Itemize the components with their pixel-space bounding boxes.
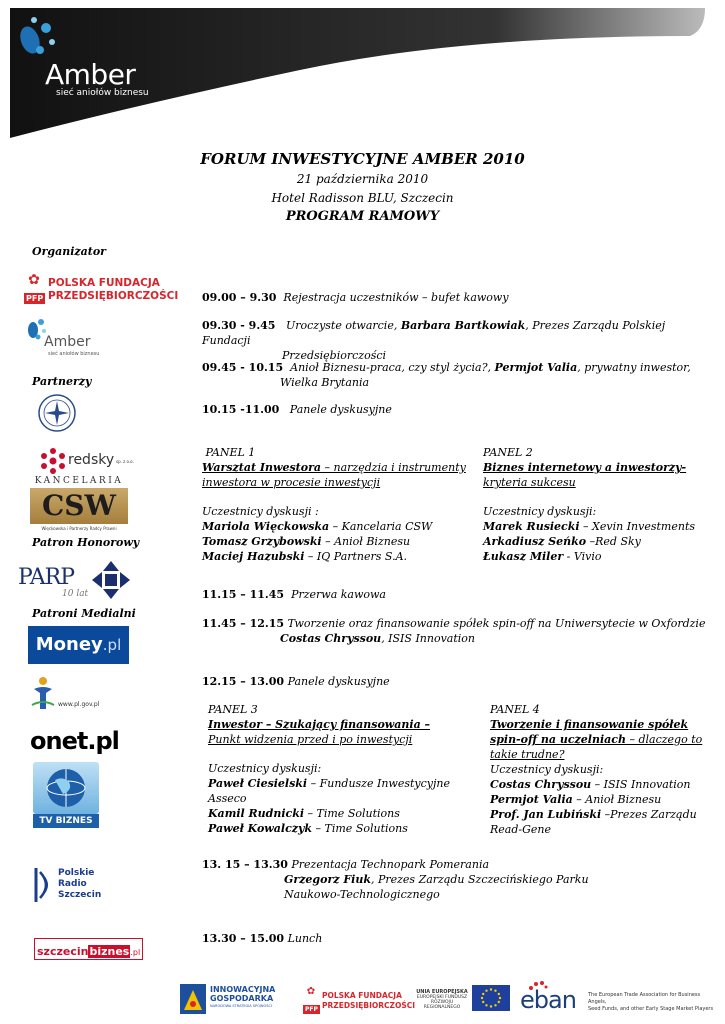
participant-name: Tomasz Grzybowski	[202, 535, 322, 548]
participant-name: Arkadiusz Seńko	[483, 535, 587, 548]
pfp-footer-logo	[303, 987, 415, 1015]
biznes-part: biznes	[89, 945, 130, 958]
label-partnerzy: Partnerzy	[32, 375, 92, 388]
label-organizator: Organizator	[32, 245, 106, 258]
participant-role: –Prezes Zarządu	[601, 808, 697, 821]
speaker-name: Permjot Valia	[494, 361, 578, 374]
maple-leaf-icon: ✿	[306, 986, 316, 997]
participant-name: Marek Rusiecki	[483, 520, 580, 533]
session-time: 12.15 – 13.00	[202, 675, 285, 688]
parp-sub: 10 lat	[62, 589, 89, 599]
page-title: FORUM INWESTYCYJNE AMBER 2010	[200, 150, 525, 168]
maple-leaf-icon: ✿	[28, 272, 40, 288]
pfp-logo	[24, 274, 178, 305]
participant-role: – Anioł Biznesu	[321, 535, 411, 548]
plgov-url: www.pl.gov.pl	[58, 701, 100, 708]
ig-line2: GOSPODARKA	[210, 994, 274, 1003]
session-time: 09.45 - 10.15	[202, 361, 284, 374]
session-text: Rejestracja uczestników – bufet kawowy	[283, 291, 509, 304]
partner-seal-logo	[37, 393, 77, 437]
panel-label: PANEL 3	[208, 703, 258, 716]
session-time: 09.00 – 9.30	[202, 291, 277, 304]
session-panels-2	[202, 674, 390, 689]
redsky-suffix: sp. z o.o.	[116, 459, 134, 464]
tvbiznes-logo	[33, 762, 99, 828]
panel-title-rest: – narzędzia i instrumenty	[321, 461, 466, 474]
panel-4	[490, 702, 715, 837]
onet-logo	[30, 727, 119, 755]
session-opening	[202, 318, 702, 363]
participants-label: Uczestnicy dyskusji:	[208, 762, 322, 775]
eban-name: eban	[520, 986, 576, 1014]
szczecinbiznes-logo	[34, 938, 143, 960]
speaker-name: Grzegorz Fiuk	[284, 873, 371, 886]
pfp-line1: POLSKA FUNDACJA	[322, 991, 402, 1000]
pfp-badge: PFP	[26, 294, 44, 303]
eban-desc1: The European Trade Association for Business Angels,	[588, 992, 701, 1005]
speaker-role: , prywatny inwestor,	[577, 361, 691, 374]
money-suffix: .pl	[102, 636, 122, 654]
amber-small-name: Amber	[44, 334, 91, 350]
session-technopark	[202, 857, 712, 902]
session-text: Przerwa kawowa	[291, 588, 386, 601]
speaker-name: Costas Chryssou	[280, 632, 382, 645]
radio-szczecin-logo	[32, 866, 102, 906]
radio-line1: Polskie	[58, 868, 95, 878]
pfp-line2: PRZEDSIĘBIORCZOŚCI	[322, 1001, 416, 1010]
redsky-logo	[38, 446, 138, 476]
csw-box	[30, 488, 128, 524]
label-patron-honorowy: Patron Honorowy	[32, 536, 140, 549]
participant-role: – Time Solutions	[304, 807, 400, 820]
session-panels-1	[202, 402, 392, 417]
pl-part: .pl	[130, 948, 141, 957]
participant-name: Kamil Rudnicki	[208, 807, 305, 820]
ue-line2: EUROPEJSKI FUNDUSZ	[416, 995, 468, 1000]
panel-title: Biznes internetowy a inwestorzy-	[483, 461, 687, 474]
session-spinoff	[202, 616, 712, 646]
session-time: 09.30 - 9.45	[202, 319, 276, 332]
parp-name: PARP	[18, 565, 75, 590]
participant-name: Mariola Więckowska	[202, 520, 330, 533]
eu-flag	[472, 985, 510, 1015]
panel-title-line2: kryteria sukcesu	[483, 476, 576, 489]
panel-label: PANEL 4	[490, 703, 540, 716]
amber-small-sub: sieć aniołów biznesu	[48, 351, 100, 357]
participant-name: Łukasz Miler	[483, 550, 564, 563]
redsky-name: redsky	[68, 452, 115, 468]
participant-name: Paweł Kowalczyk	[208, 822, 313, 835]
panel-title-line2: spin-off na uczelniach	[490, 733, 626, 746]
tvbiznes-globe-box	[33, 762, 99, 814]
panel-label: PANEL 1	[205, 446, 256, 459]
szczecin-part: szczecin	[37, 945, 89, 958]
globe-icon	[33, 762, 99, 814]
kancelaria-csw-logo	[30, 476, 128, 531]
parp-logo	[18, 561, 132, 601]
brand-name: Amber	[45, 58, 136, 91]
csw-name: CSW	[42, 489, 116, 522]
parp-arrows-icon	[92, 561, 130, 599]
panel-title: Warsztat Inwestora	[202, 461, 322, 474]
radio-line2: Radio	[58, 879, 87, 889]
panel-title-line2: inwestora w procesie inwestycji	[202, 476, 381, 489]
plgov-figure-icon	[30, 675, 56, 711]
seal-emblem-icon	[37, 393, 77, 433]
session-registration	[202, 290, 509, 305]
panel-title: Tworzenie i finansowanie spółek	[490, 718, 689, 731]
pfp-line2: PRZEDSIĘBIORCZOŚCI	[48, 289, 179, 302]
brand-tagline: sieć aniołów biznesu	[56, 88, 149, 98]
participants-label: Uczestnicy dyskusji :	[202, 505, 319, 518]
participant-name: Prof. Jan Lubiński	[490, 808, 602, 821]
ue-line3: ROZWOJU REGIONALNEGO	[423, 1000, 461, 1010]
participants-label: Uczestnicy dyskusji:	[483, 505, 597, 518]
session-text: Lunch	[287, 932, 323, 945]
panel-title-line2: Punkt widzenia przed i po inwestycji	[208, 733, 413, 746]
ue-text	[412, 989, 472, 1010]
panel-title-line3: takie trudne?	[490, 748, 565, 761]
participant-role: – ISIS Innovation	[591, 778, 691, 791]
ig-line3: NARODOWA STRATEGIA SPÓJNOŚCI	[210, 1004, 272, 1008]
panel-title: Inwestor – Szukający finansowania –	[208, 718, 431, 731]
eu-flag-icon	[472, 985, 510, 1011]
redsky-dots-icon	[38, 446, 68, 476]
speaker-role-cont: Wielka Brytania	[280, 376, 370, 389]
money-name: Money	[35, 634, 103, 655]
program-heading: PROGRAM RAMOWY	[285, 209, 440, 224]
participants-label: Uczestnicy dyskusji:	[490, 763, 604, 776]
eban-logo	[520, 980, 720, 1016]
session-angel	[202, 360, 702, 390]
speaker-name: Barbara Bartkowiak	[400, 319, 526, 332]
panel-title-rest: – dlaczego to	[625, 733, 703, 746]
speaker-role: , ISIS Innovation	[381, 632, 475, 645]
label-patroni-medialni: Patroni Medialni	[32, 607, 136, 620]
participant-role-cont: Read-Gene	[490, 823, 551, 836]
participant-role: - Vivio	[563, 550, 602, 563]
session-time: 13.30 – 15.00	[202, 932, 285, 945]
session-text: Panele dyskusyjne	[287, 675, 390, 688]
amber-small-logo	[24, 312, 104, 358]
ig-emblem-icon	[180, 984, 206, 1014]
event-date: 21 października 2010	[296, 172, 429, 186]
eban-desc2: Seed Funds, and other Early Stage Market Players	[588, 1006, 714, 1012]
event-venue: Hotel Radisson BLU, Szczecin	[271, 191, 454, 205]
pfp-line1: POLSKA FUNDACJA	[48, 276, 160, 289]
participant-role: – Xevin Investments	[579, 520, 696, 533]
money-pl-logo	[28, 626, 129, 664]
participant-name: Permjot Valia	[490, 793, 573, 806]
radio-line3: Szczecin	[58, 890, 102, 900]
panel-1	[202, 445, 472, 564]
session-text: Anioł Biznesu-praca, czy styl życia?,	[290, 361, 491, 374]
radio-waves-icon	[32, 866, 56, 904]
header-banner	[0, 0, 725, 140]
participant-role: – IQ Partners S.A.	[304, 550, 408, 563]
participant-name: Paweł Ciesielski	[208, 777, 308, 790]
panel-3	[208, 702, 478, 836]
session-text: Prezentacja Technopark Pomerania	[291, 858, 490, 871]
participant-role: – Kancelaria CSW	[329, 520, 433, 533]
session-time: 13. 15 – 13.30	[202, 858, 288, 871]
session-time: 10.15 -11.00	[202, 403, 280, 416]
ig-line1: INNOWACYJNA	[210, 985, 276, 994]
plgov-logo	[30, 675, 110, 713]
session-coffee	[202, 587, 386, 602]
participant-name: Costas Chryssou	[490, 778, 592, 791]
participant-role: – Fundusze Inwestycyjne Asseco	[208, 777, 450, 805]
participant-role: – Time Solutions	[312, 822, 408, 835]
participant-name: Maciej Hazubski	[202, 550, 305, 563]
session-time: 11.45 – 12.15	[202, 617, 285, 630]
onet-suffix: .pl	[87, 727, 119, 755]
session-text: Tworzenie oraz finansowanie spółek spin-off na Uniwersytecie w Oxfordzie	[287, 617, 706, 630]
csw-sub: Więckowska i Partnerzy Radcy Prawni	[41, 526, 117, 531]
session-time: 11.15 – 11.45	[202, 588, 285, 601]
onet-name: onet	[30, 727, 88, 755]
session-lunch	[202, 931, 322, 946]
session-text: Panele dyskusyjne	[289, 403, 392, 416]
tvbiznes-name: TV BIZNES	[33, 814, 99, 828]
ue-line1: UNIA EUROPEJSKA	[416, 989, 468, 995]
panel-2	[483, 445, 713, 564]
kancelaria-label: KANCELARIA	[34, 476, 124, 486]
speaker-role: , Prezes Zarządu Polskiej Fundacji	[202, 319, 666, 347]
session-text: Uroczyste otwarcie,	[285, 319, 398, 332]
innowacyjna-gospodarka-logo	[180, 982, 290, 1016]
participant-role: – Anioł Biznesu	[572, 793, 662, 806]
speaker-role-cont: Przedsiębiorczości	[282, 349, 387, 362]
participant-role: –Red Sky	[586, 535, 641, 548]
pfp-badge: PFP	[305, 1006, 318, 1013]
speaker-role: , Prezes Zarządu Szczecińskiego Parku	[370, 873, 589, 886]
speaker-role-cont: Naukowo-Technologicznego	[284, 888, 440, 901]
panel-label: PANEL 2	[483, 446, 533, 459]
